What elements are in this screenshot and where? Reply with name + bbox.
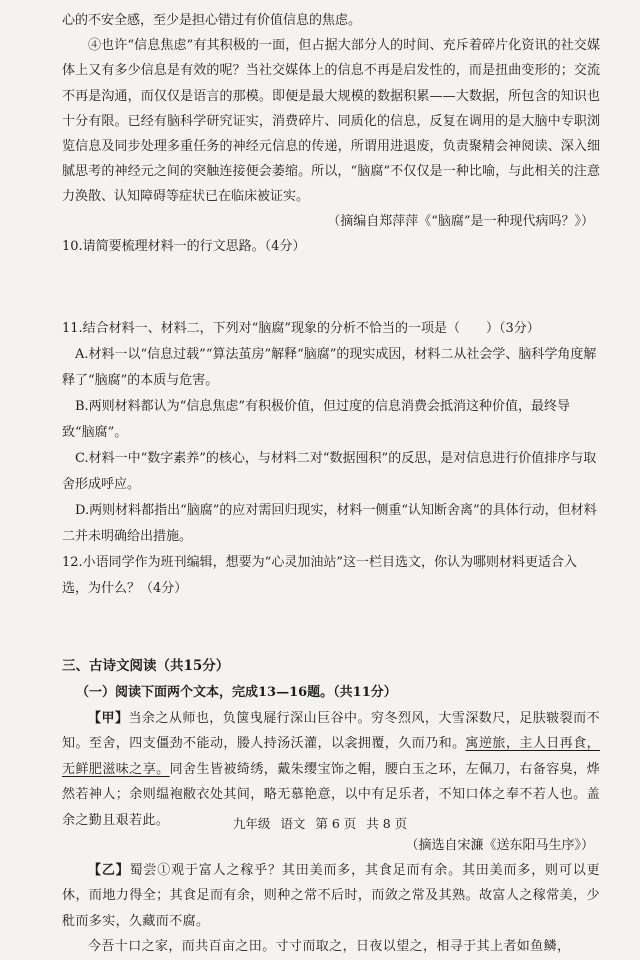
text-jia-source: （摘选自宋濂《送东阳马生序》） <box>405 837 594 853</box>
text-jia-body-2: 同舍生皆被绮绣，戴朱缨宝饰之帽，腰白玉之环，左佩刀，右备容臭，烨然若神人；余则缊袍敝衣处其间，略无慕艳意，以中有足乐者，不知口体之奉不若人也。盖余之勤且艰若此。 <box>62 761 600 828</box>
text-yi <box>62 858 600 935</box>
material-source: （摘编自郑萍萍《“脑腐”是一种现代病吗？》） <box>327 213 594 229</box>
page-footer <box>0 814 640 832</box>
text-yi-body: 蜀尝①观于富人之稼乎？其田美而多，其食足而有余。其田美而多，则可以更休，而地力得全；其食足而有余，则种之常不后时，而敛之常及其熟。故富人之稼常美，少秕而多实，久藏而不腐。 <box>62 862 601 929</box>
answer-space-10 <box>62 260 600 316</box>
text-jia-underlined-sentence: 寓逆旅，主人日再食，无鲜肥滋味之享。 <box>62 736 600 777</box>
text-jia-label: 【甲】 <box>88 710 129 726</box>
question-12: 12.小语同学作为班刊编辑，想要为“心灵加油站”这一栏目选文，你认为哪则材料更适合入选，为什么？（4分） <box>62 554 577 596</box>
material-paragraph-4: ④也许“信息焦虑”有其积极的一面，但占据大部分人的时间、充斥着碎片化资讯的社交媒体上又有多少信息是有效的呢？当社交媒体上的信息不再是启发性的，而是扭曲变形的；交流不再是沟通，而仅仅是语言的那模。即便是最大规模的数据积累——大数据，所包含的知识也十分有限。已经有脑科学研究证实，消费碎片、同质化的信息，反复在调用的是大脑中专职浏览信息及同步处理多重任务的神经元信息的传递，所谓用进退废，负责聚精会神阅读、深入细腻思考的神经元之间的突触连接便会萎缩。所以，“脑腐”不仅仅是一种比喻，与此相关的注意力涣散、认知障碍等症状已在临床被证实。 <box>62 38 600 205</box>
footer-grade: 九年级 <box>232 816 271 831</box>
question-10: 10.请简要梳理材料一的行文思路。（4分） <box>62 238 306 254</box>
question-11-option-d: D.两则材料都指出“脑腐”的应对需回归现实，材料一侧重“认知断舍离”的具体行动，但材料二并未明确给出措施。 <box>62 502 597 544</box>
carryover-line: 心的不安全感，至少是担心错过有价值信息的焦虑。 <box>62 13 362 28</box>
question-11-option-b: B.两则材料都认为“信息焦虑”有积极价值，但过度的信息消费会抵消这种价值，最终导致“脑腐”。 <box>62 398 570 440</box>
section-3-title: 三、古诗文阅读（共15分） <box>62 657 230 674</box>
text-yi-label: 【乙】 <box>88 862 130 878</box>
question-11-option-a: A.材料一以“信息过载”“算法茧房”解释“脑腐”的现实成因，材料二从社会学、脑科学角度解释了“脑腐”的本质与危害。 <box>62 346 597 388</box>
footer-page: 第 6 页 <box>315 816 357 831</box>
footer-total: 共 8 页 <box>366 816 408 831</box>
section-3-part-1-title: （一）阅读下面两个文本，完成13—16题。（共11分） <box>76 684 397 700</box>
text-jia-body-1: 当余之从师也，负箧曳屣行深山巨谷中。穷冬烈风，大雪深数尺，足肤皲裂而不知。至舍，四支僵劲不能动，媵人持汤沃灌，以衾拥覆，久而乃和。 <box>62 710 600 752</box>
answer-space-12 <box>62 602 600 652</box>
question-11-option-c: C.材料一中“数字素养”的核心，与材料二对“数据囤积”的反思，是对信息进行价值排序与取舍形成呼应。 <box>62 450 597 492</box>
question-11-stem: 11.结合材料一、材料二，下列对“脑腐”现象的分析不恰当的一项是（ ）（3分） <box>62 320 540 336</box>
text-yi-continued: 今吾十口之家，而共百亩之田。寸寸而取之，日夜以望之，相寻于其上者如鱼鳞， <box>88 939 571 955</box>
footer-subject: 语文 <box>280 816 306 831</box>
